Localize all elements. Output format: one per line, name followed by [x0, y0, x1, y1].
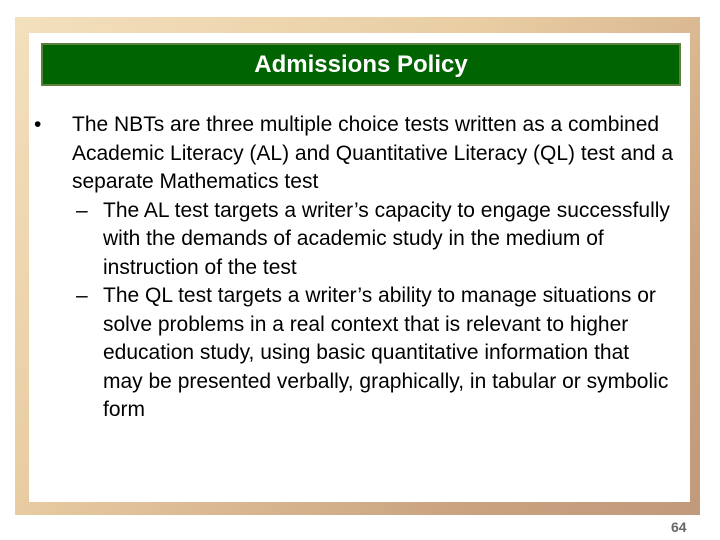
sub-bullet-item: [34, 282, 674, 425]
bullet-text: The NBTs are three multiple choice tests written as a combined Academic Literacy (AL) and Quantitative Literacy (QL) test and a separate Mathematics test: [72, 113, 674, 193]
slide-title: Admissions Policy: [41, 43, 681, 86]
bullet-item: [34, 111, 674, 197]
bullet-marker: –: [76, 198, 88, 222]
bullet-text: The QL test targets a writer’s ability to manage situations or solve problems in a real context that is relevant to higher education study, using basic quantitative information that may be presented verbally, graphically, in tabular or symbolic form: [103, 284, 669, 421]
sub-bullet-item: [34, 197, 674, 283]
bullet-marker: –: [76, 284, 88, 307]
bullet-list: [34, 111, 674, 425]
page-number: 64: [671, 519, 687, 535]
bullet-text: The AL test targets a writer’s capacity to engage successfully with the demands of academic study in the medium of instruction of the test: [103, 198, 670, 279]
bullet-marker: •: [34, 113, 42, 136]
